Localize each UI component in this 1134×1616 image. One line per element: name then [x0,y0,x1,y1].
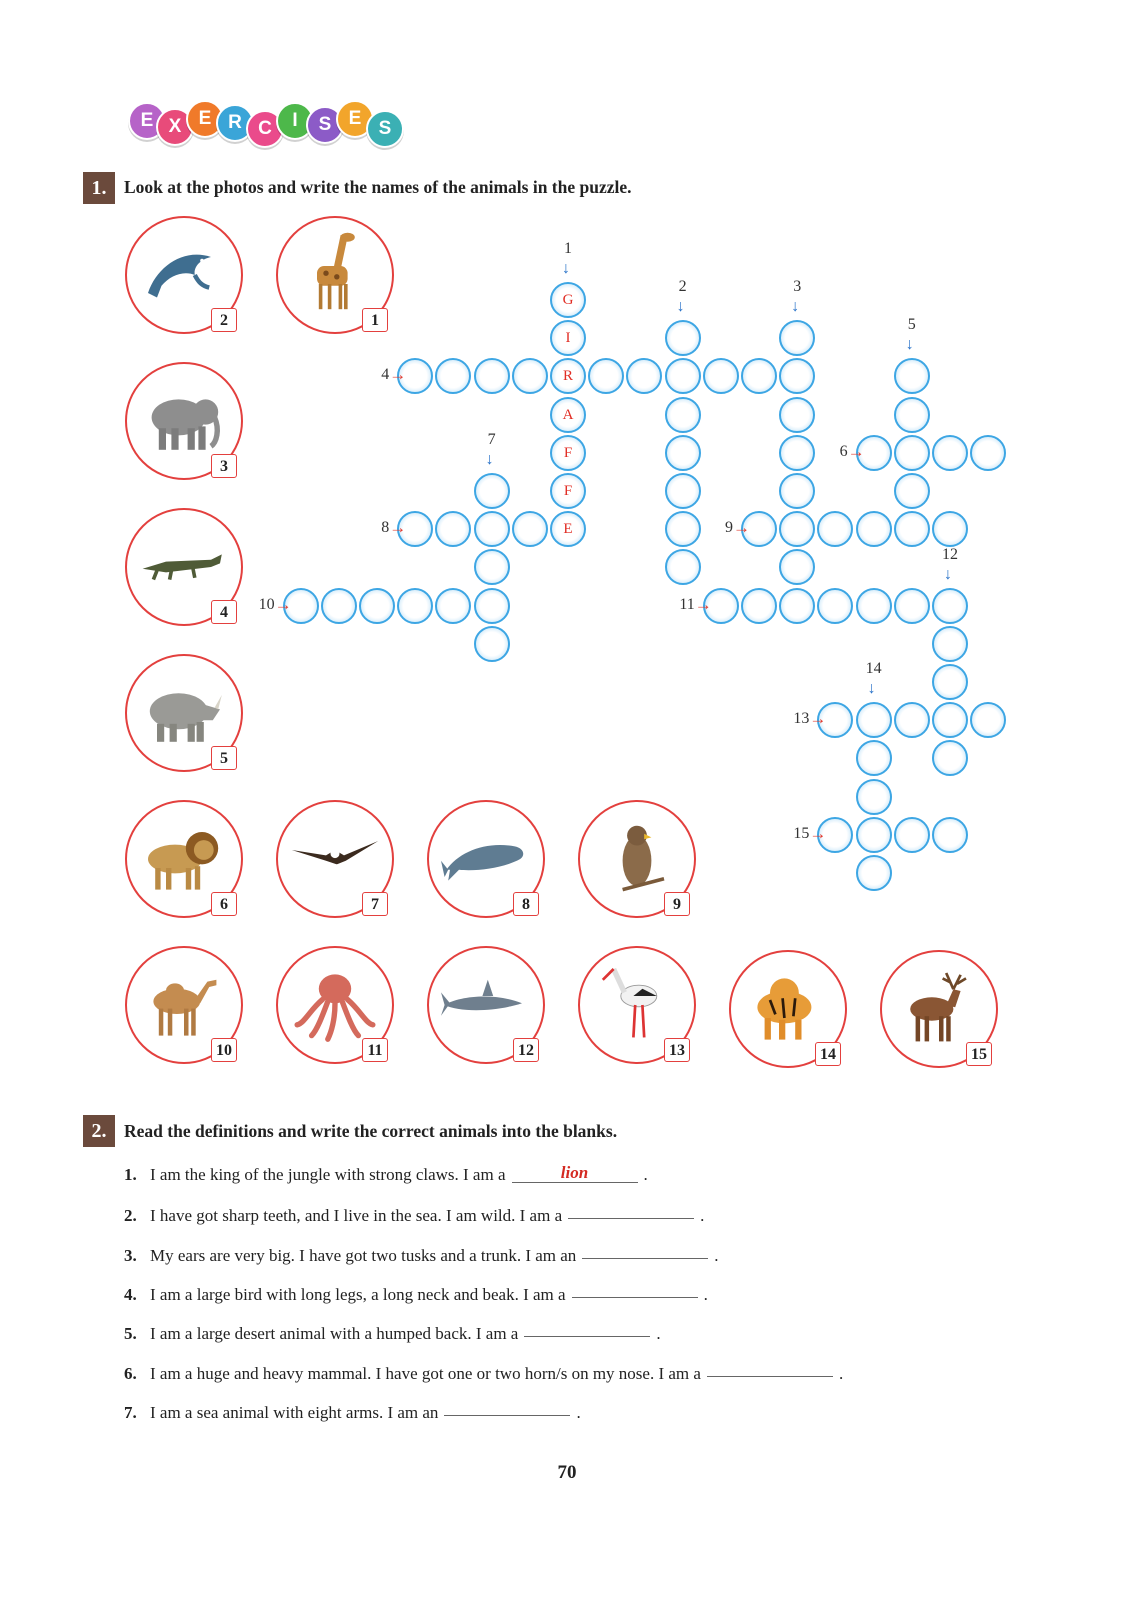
crocodile-icon [139,522,229,612]
definition-text: I am a large bird with long legs, a long neck and beak. I am a [150,1284,566,1304]
definition-text: I am a sea animal with eight arms. I am an [150,1402,439,1422]
sentence-period: . [700,1206,705,1226]
crossword-cell[interactable] [283,588,319,624]
right-arrow-icon: → [809,823,827,843]
crossword-cell[interactable] [817,817,853,853]
item-number: 4. [124,1284,137,1304]
definition-item [124,1242,719,1266]
title-letter: R [216,104,254,142]
right-arrow-icon: → [847,441,865,461]
crossword-cell[interactable] [474,588,510,624]
item-number: 6. [124,1363,137,1383]
photo-number: 8 [513,892,539,916]
crossword-cell[interactable] [665,511,701,547]
crossword-cell[interactable] [779,397,815,433]
crossword-cell[interactable] [474,473,510,509]
photo-number: 10 [211,1038,237,1062]
animal-photo [125,508,243,626]
eagle-icon [290,814,380,904]
crossword-cell[interactable] [894,397,930,433]
crossword-cell[interactable] [703,358,739,394]
crossword-cell[interactable] [894,473,930,509]
clue-number: 6 [839,442,848,460]
crossword-cell[interactable] [856,702,892,738]
crossword-cell[interactable] [512,511,548,547]
answer-blank[interactable] [582,1240,708,1259]
crossword-cell[interactable] [932,511,968,547]
exercise-2-instruction: Read the definitions and write the correct animals into the blanks. [124,1121,618,1141]
photo-number: 12 [513,1038,539,1062]
clue-number: 1 [564,240,572,257]
crossword-cell[interactable] [474,549,510,585]
elephant-icon [139,376,229,466]
octopus-icon [290,960,380,1050]
crossword-cell[interactable] [779,358,815,394]
crossword-cell[interactable] [397,511,433,547]
crossword-cell[interactable] [856,817,892,853]
crossword-cell[interactable] [397,358,433,394]
crossword-cell[interactable] [665,435,701,471]
crossword-cell[interactable] [397,588,433,624]
crossword-cell[interactable] [741,511,777,547]
animal-photo [125,362,243,480]
exercise-1-instruction: Look at the photos and write the names of the animals in the puzzle. [124,177,632,197]
crossword-cell[interactable] [435,511,471,547]
title-letter: I [276,102,314,140]
definition-text: I am the king of the jungle with strong claws. I am a [150,1165,506,1184]
crossword-cell[interactable]: G [550,282,586,318]
title-letter: X [156,108,194,146]
crossword-cell[interactable] [474,358,510,394]
crossword-cell[interactable] [856,588,892,624]
right-arrow-icon: → [389,518,407,538]
crossword-cell[interactable] [970,435,1006,471]
title-letter: S [366,110,404,148]
crossword-cell[interactable] [856,779,892,815]
stork-icon [592,960,682,1050]
photo-number: 11 [362,1038,388,1062]
animal-photo [125,216,243,334]
clue-number: 3 [793,278,802,296]
right-arrow-icon: → [274,594,292,614]
tiger-icon [743,964,833,1054]
giraffe-icon [290,230,380,320]
right-arrow-icon: → [389,365,407,385]
title-letter: E [186,100,224,138]
crossword-cell[interactable] [665,473,701,509]
exercise-1-number: 1. [83,172,115,204]
answer-blank[interactable] [444,1397,570,1416]
crossword-cell[interactable] [665,397,701,433]
crossword-cell[interactable] [932,588,968,624]
crossword-cell[interactable] [359,588,395,624]
hawk-icon [592,814,682,904]
animal-photo [125,654,243,772]
clue-number: 14 [865,660,882,678]
crossword-cell[interactable] [665,549,701,585]
crossword-cell[interactable] [435,358,471,394]
animal-photo [427,800,545,918]
clue-number: 13 [793,710,810,728]
exercise-2-number: 2. [83,1115,115,1147]
down-arrow-icon: ↓ [867,680,876,698]
crossword-cell[interactable] [779,549,815,585]
photo-number: 2 [211,308,237,332]
crossword-cell[interactable] [779,435,815,471]
down-arrow-icon: ↓ [905,336,914,354]
title-letter: E [128,102,166,140]
shark-icon [441,960,531,1050]
crossword-cell[interactable] [894,435,930,471]
crossword-cell[interactable] [932,702,968,738]
crossword-cell[interactable] [932,817,968,853]
sentence-period: . [576,1402,581,1422]
crossword-cell[interactable] [435,588,471,624]
animal-photo [578,946,696,1064]
crossword-cell[interactable] [779,588,815,624]
title-letter: S [306,106,344,144]
crossword-cell[interactable] [932,664,968,700]
item-number: 7. [124,1402,137,1422]
crossword-cell[interactable] [474,511,510,547]
crossword-cell[interactable] [779,320,815,356]
crossword-cell[interactable]: F [550,435,586,471]
item-number: 3. [124,1245,137,1265]
animal-photo [427,946,545,1064]
crossword-cell[interactable]: F [550,473,586,509]
crossword-cell[interactable] [817,702,853,738]
animal-photo [276,800,394,918]
crossword-cell[interactable] [856,855,892,891]
crossword-cell[interactable] [741,588,777,624]
clue-number: 15 [793,824,810,842]
definition-text: I have got sharp teeth, and I live in the sea. I am wild. I am a [150,1206,563,1226]
crossword-cell[interactable] [932,626,968,662]
down-arrow-icon: ↓ [791,298,800,316]
photo-number: 13 [664,1038,690,1062]
crossword-cell[interactable] [856,435,892,471]
clue-number: 11 [679,595,695,613]
definition-text: I am a large desert animal with a humped back. I am a [150,1324,519,1344]
crossword-cell[interactable] [817,511,853,547]
crossword-cell[interactable]: A [550,397,586,433]
animal-photo [578,800,696,918]
definition-item [124,1320,661,1344]
clue-number: 10 [258,595,275,613]
photo-number: 6 [211,892,237,916]
definition-item [124,1163,648,1187]
crossword-cell[interactable] [779,473,815,509]
clue-number: 5 [907,316,916,334]
crossword-cell[interactable] [894,817,930,853]
clue-number: 4 [381,366,390,384]
definition-text: I am a huge and heavy mammal. I have got one or two horn/s on my nose. I am a [150,1363,701,1383]
down-arrow-icon: ↓ [485,451,494,468]
crossword-cell[interactable] [894,358,930,394]
crossword-cell[interactable] [474,626,510,662]
crossword-cell[interactable] [817,588,853,624]
crossword-cell[interactable] [665,320,701,356]
lion-icon [139,814,229,904]
down-arrow-icon: ↓ [562,260,570,277]
animal-photo [125,946,243,1064]
photo-number: 7 [362,892,388,916]
sentence-period: . [838,1363,844,1383]
crossword-cell[interactable] [856,511,892,547]
animal-photo [880,950,998,1068]
photo-number: 3 [211,454,237,478]
title-letter: C [246,110,284,148]
clue-number: 7 [487,431,496,448]
animal-photo [276,946,394,1064]
item-number: 1. [124,1165,137,1184]
definition-item [124,1360,843,1384]
sentence-period: . [643,1165,648,1184]
deer-icon [894,964,984,1054]
crossword-cell[interactable] [703,588,739,624]
item-number: 2. [124,1206,137,1226]
camel-icon [139,960,229,1050]
crossword-cell[interactable]: E [550,511,586,547]
animal-photo [276,216,394,334]
answer-blank[interactable]: lion [512,1164,638,1183]
exercises-title [128,102,418,148]
right-arrow-icon: → [694,594,712,614]
title-letter: E [336,100,374,138]
down-arrow-icon: ↓ [676,298,685,316]
animal-photo [125,800,243,918]
photo-number: 14 [815,1042,841,1066]
answer-blank[interactable] [524,1318,650,1337]
down-arrow-icon: ↓ [944,565,952,583]
clue-number: 8 [381,519,390,537]
right-arrow-icon: → [809,709,827,729]
clue-number: 12 [942,545,958,563]
page-number: 70 [557,1462,577,1483]
definition-item [124,1281,708,1305]
crossword-cell[interactable] [588,358,624,394]
photo-number: 1 [362,308,388,332]
animal-photo [729,950,847,1068]
rhinoceros-icon [139,668,229,758]
answer-blank[interactable] [707,1358,833,1377]
crossword-cell[interactable] [932,740,968,776]
crossword-cell[interactable] [894,702,930,738]
sentence-period: . [703,1284,708,1304]
definition-text: My ears are very big. I have got two tusks and a trunk. I am an [150,1245,577,1265]
sentence-period: . [656,1324,661,1344]
crossword-cell[interactable] [321,588,357,624]
definition-item [124,1399,581,1423]
answer-blank[interactable] [572,1279,698,1298]
crossword-cell[interactable] [665,358,701,394]
definition-item [124,1202,704,1226]
dolphin-icon [139,230,229,320]
crossword-cell[interactable] [932,435,968,471]
crossword-cell[interactable]: I [550,320,586,356]
clue-number: 9 [725,519,733,537]
crossword-cell[interactable] [894,588,930,624]
crossword-cell[interactable] [779,511,815,547]
crossword-cell[interactable] [970,702,1006,738]
photo-number: 15 [966,1042,992,1066]
crossword-cell[interactable] [856,740,892,776]
crossword-cell[interactable]: R [550,358,586,394]
photo-number: 4 [211,600,237,624]
sentence-period: . [714,1245,719,1265]
crossword-cell[interactable] [626,358,662,394]
crossword-cell[interactable] [894,511,930,547]
item-number: 5. [124,1324,137,1344]
photo-number: 9 [664,892,690,916]
whale-icon [441,814,531,904]
clue-number: 2 [678,278,687,296]
crossword-cell[interactable] [512,358,548,394]
right-arrow-icon: → [733,518,750,538]
photo-number: 5 [211,746,237,770]
crossword-cell[interactable] [741,358,777,394]
answer-blank[interactable] [568,1200,694,1219]
